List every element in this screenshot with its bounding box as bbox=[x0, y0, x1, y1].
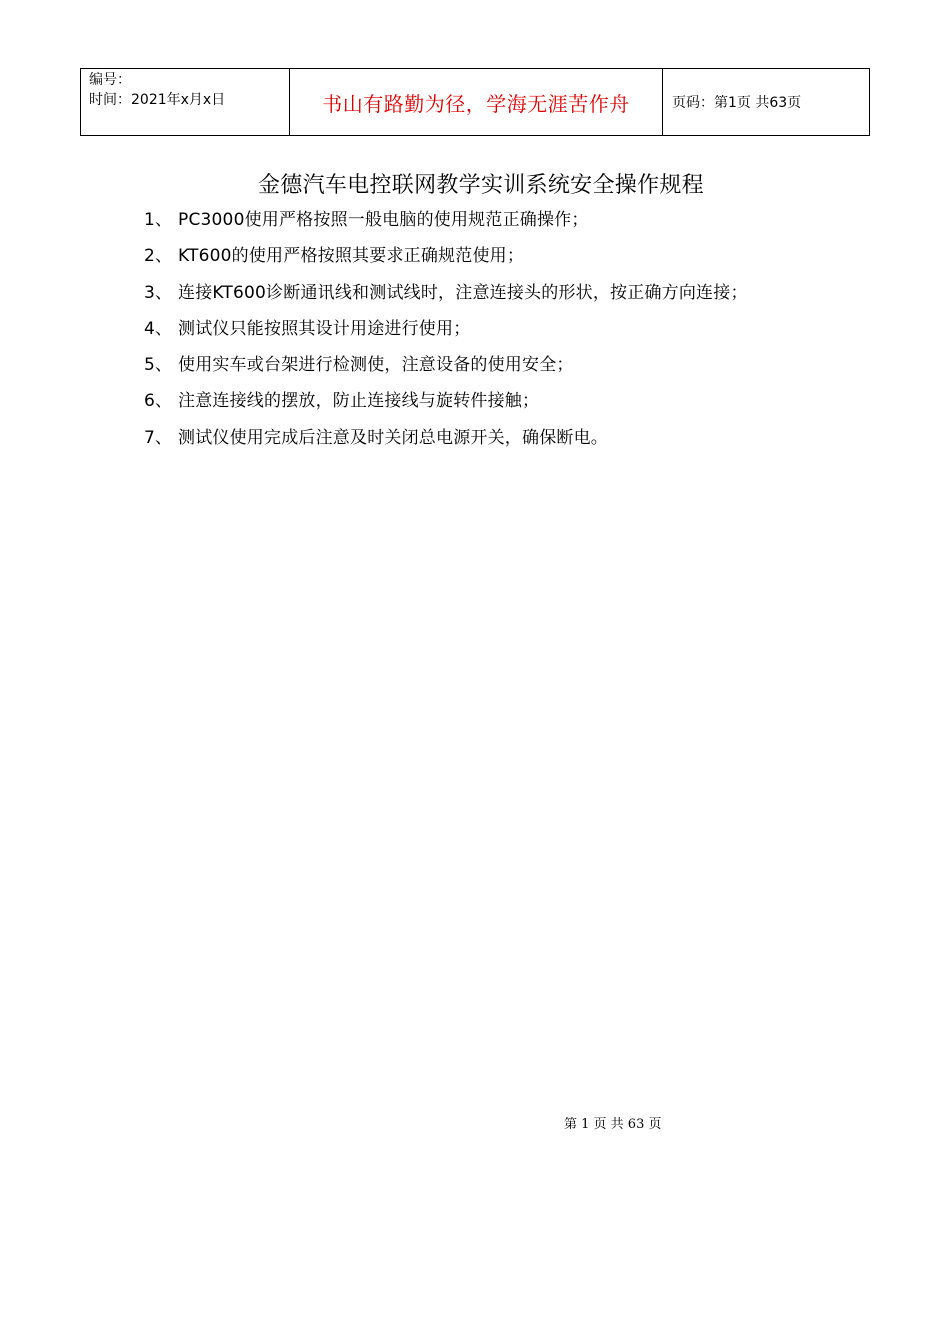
rule-text: 测试仪使用完成后注意及时关闭总电源开关，确保断电。 bbox=[178, 427, 608, 448]
rule-number: 1、 bbox=[144, 210, 173, 230]
rule-text: 注意连接线的摆放，防止连接线与旋转件接触； bbox=[178, 391, 540, 412]
rule-text: 使用实车或台架进行检测使，注意设备的使用安全； bbox=[178, 355, 574, 376]
motto: 书山有路勤为径，学海无涯苦作舟 bbox=[290, 69, 663, 136]
list-item bbox=[144, 387, 748, 423]
list-item bbox=[144, 351, 748, 387]
header-table bbox=[80, 68, 870, 136]
rule-text: PC3000使用严格按照一般电脑的使用规范正确操作； bbox=[178, 210, 589, 230]
rule-number: 7、 bbox=[144, 427, 173, 448]
rule-number: 5、 bbox=[144, 355, 173, 376]
list-item bbox=[144, 242, 748, 278]
rule-number: 3、 bbox=[144, 282, 173, 303]
time-label: 时间：2021年x月x日 bbox=[89, 92, 226, 108]
document-title: 金德汽车电控联网教学实训系统安全操作规程 bbox=[257, 173, 704, 198]
list-item bbox=[144, 279, 748, 315]
rule-number: 6、 bbox=[144, 391, 173, 412]
page-footer: 第 1 页 共 63 页 bbox=[564, 1117, 662, 1132]
rule-number: 2、 bbox=[144, 246, 173, 267]
rules-list bbox=[144, 206, 748, 460]
list-item bbox=[144, 424, 748, 460]
rule-number: 4、 bbox=[144, 318, 173, 339]
rule-text: 测试仪只能按照其设计用途进行使用； bbox=[178, 318, 471, 339]
header-meta-cell bbox=[81, 69, 290, 136]
list-item bbox=[144, 315, 748, 351]
code-label: 编号： bbox=[89, 72, 131, 88]
rule-text: 连接KT600诊断通讯线和测试线时，注意连接头的形状，按正确方向连接； bbox=[178, 282, 748, 303]
list-item bbox=[144, 206, 748, 242]
rule-text: KT600的使用严格按照其要求正确规范使用； bbox=[178, 246, 525, 267]
page-info: 页码：第1页 共63页 bbox=[663, 69, 870, 136]
